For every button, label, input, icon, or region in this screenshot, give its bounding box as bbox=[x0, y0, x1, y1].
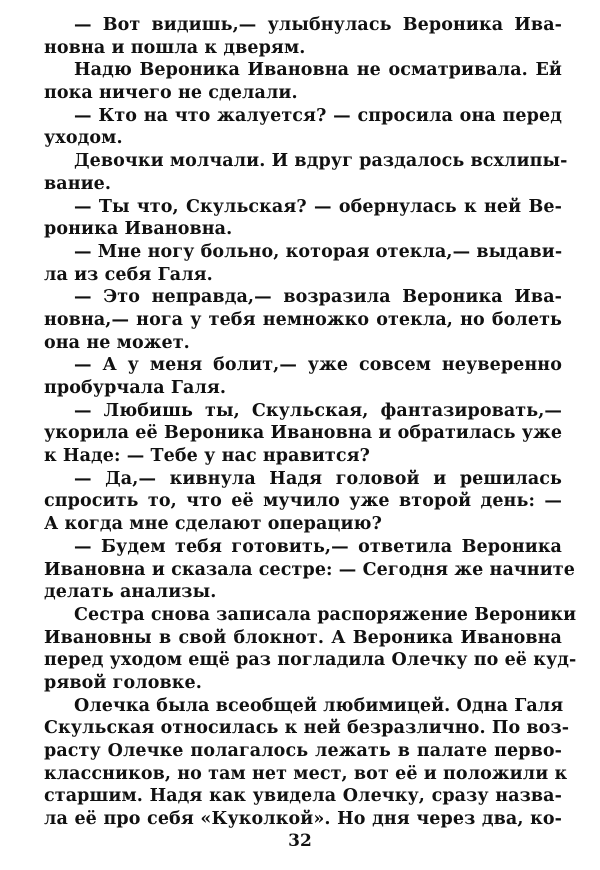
text-line: — Любишь ты, Скульская, фантазировать,— bbox=[74, 400, 562, 421]
text-line: — Да,— кивнула Надя головой и решилась bbox=[74, 468, 562, 489]
text-line: пробурчала Галя. bbox=[44, 378, 227, 398]
text-line: — Мне ногу больно, которая отекла,— выдави- bbox=[74, 241, 563, 262]
text-line: А когда мне сделают операцию? bbox=[44, 514, 382, 535]
text-line: — Вот видишь,— улыбнулась Вероника Ива- bbox=[74, 15, 562, 35]
text-line: Ивановны в свой блокнот. А Вероника Ивановна bbox=[44, 627, 562, 648]
text-line: старшим. Надя как увидела Олечку, сразу назва- bbox=[44, 786, 562, 807]
text-line: — Это неправда,— возразила Вероника Ива- bbox=[74, 287, 562, 308]
text-line: Надю Вероника Ивановна не осматривала. Ей bbox=[74, 60, 562, 81]
text-line: к Наде: — Тебе у нас нравится? bbox=[44, 446, 370, 467]
text-line: — Будем тебя готовить,— ответила Вероника bbox=[74, 536, 562, 557]
text-line: перед уходом ещё раз погладила Олечку по её куд- bbox=[44, 650, 577, 671]
text-line: уходом. bbox=[44, 128, 123, 149]
text-line: классников, но там нет мест, вот её и положили к bbox=[44, 763, 568, 784]
text-line: Ивановна и сказала сестре: — Сегодня же начните bbox=[44, 559, 575, 580]
text-line: — А у меня болит,— уже совсем неуверенно bbox=[74, 355, 562, 376]
text-line: делать анализы. bbox=[44, 582, 217, 603]
text-line: Девочки молчали. И вдруг раздалось всхлипы- bbox=[74, 151, 568, 172]
text-line: — Кто на что жалуется? — спросила она перед bbox=[74, 105, 562, 126]
text-line: новна,— нога у тебя немножко отекла, но болеть bbox=[44, 309, 562, 330]
text-line: рявой головке. bbox=[44, 672, 202, 693]
text-line: вание. bbox=[44, 173, 112, 194]
text-line: пока ничего не сделали. bbox=[44, 83, 298, 104]
page-number: 32 bbox=[288, 831, 312, 851]
text-line: расту Олечке полагалось лежать в палате перво- bbox=[44, 741, 562, 761]
text-line: ла из себя Галя. bbox=[44, 264, 213, 285]
text-line: — Ты что, Скульская? — обернулась к ней Ве- bbox=[74, 196, 562, 217]
text-line: новна и пошла к дверям. bbox=[44, 37, 306, 58]
text-line: Олечка была всеобщей любимицей. Одна Галя bbox=[74, 695, 564, 716]
text-line: Сестра снова записала распоряжение Вероники bbox=[74, 604, 577, 625]
text-line: ла её про себя «Куколкой». Но дня через два, ко- bbox=[44, 809, 562, 830]
text-line: Скульская относилась к ней безразлично. По воз- bbox=[44, 718, 570, 739]
text-line: укорила её Вероника Ивановна и обратилась уже bbox=[44, 423, 563, 444]
text-line: она не может. bbox=[44, 332, 190, 353]
body-text bbox=[44, 14, 577, 831]
text-line: роника Ивановна. bbox=[44, 219, 233, 240]
text-line: спросить то, что её мучило уже второй день: — bbox=[44, 491, 562, 512]
